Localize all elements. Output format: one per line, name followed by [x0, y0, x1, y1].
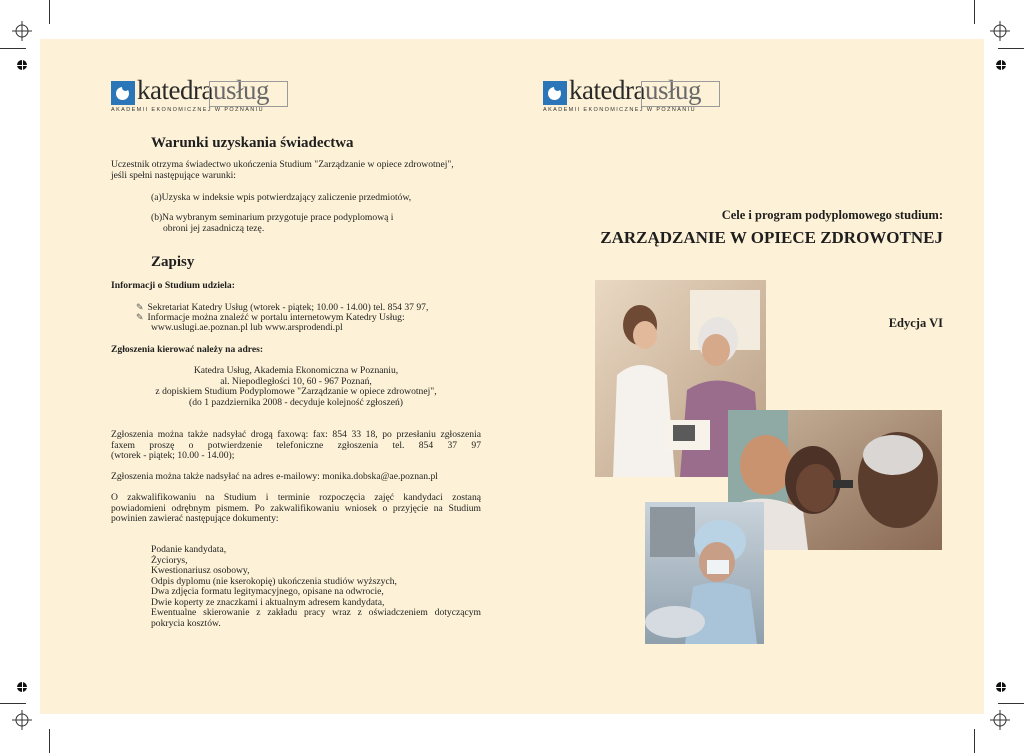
logo-mark-icon	[111, 81, 135, 105]
info-heading: Informacji o Studium udziela:	[111, 280, 235, 291]
condition-a: (a)Uzyska w indeksie wpis potwierdzający zaliczenie przedmiotów,	[151, 192, 412, 203]
postal-address: Katedra Usług, Akademia Ekonomiczna w Poznaniu, al. Niepodległości 10, 60 - 967 Poznań, z dopiskiem Studium Podyplomowe "Zarządzanie w opiece zdrowotnej", (do 1 pazdziernika 2008 - decyduje kolejność zgłoszeń)	[155, 365, 437, 408]
cover-title: ZARZĄDZANIE W OPIECE ZDROWOTNEJ	[600, 228, 943, 247]
registration-dot-icon	[17, 60, 27, 70]
qualification-paragraph: O zakwalifikowaniu na Studium i terminie rozpoczęcia zajęć kandydaci zostaną powiadomieni odrębnym pismem. Po zakwalifikowaniu wniosek o przyjęcie na Studium powinien zawierać następujące dokumenty:	[111, 492, 481, 524]
list-item: Podanie kandydata,	[151, 544, 227, 555]
edition-label: Edycja VI	[888, 316, 943, 330]
list-item: Dwa zdjęcia formatu legitymacyjnego, opisane na odwrocie,	[151, 586, 384, 597]
info-item: ✎ Sekretariat Katedry Usług (wtorek - piątek; 10.00 - 14.00) tel. 854 37 97,	[136, 302, 429, 313]
list-item: Ewentualne skierowanie z zakładu pracy wraz z oświadczeniem dotyczącym	[151, 607, 481, 618]
list-item: Odpis dyplomu (nie kserokopię) ukończenia studiów wyższych,	[151, 575, 397, 587]
crop-mark	[974, 729, 975, 753]
katedra-uslug-logo	[111, 75, 291, 113]
crosshair-icon	[12, 21, 32, 41]
crop-mark	[998, 703, 1024, 704]
registration-dot-icon	[17, 682, 27, 692]
certificate-intro: Uczestnik otrzyma świadectwo ukończenia Studium "Zarządzanie w opiece zdrowotnej", jeśli spełni następujące warunki:	[111, 159, 454, 181]
crop-mark	[0, 48, 26, 49]
logo-wordmark: katedrausług	[569, 75, 701, 105]
logo-frame	[641, 81, 720, 107]
logo-mark-icon	[543, 81, 567, 105]
info-url: www.uslugi.ae.poznan.pl lub www.arsprodendi.pl	[151, 322, 343, 333]
fax-paragraph: Zgłoszenia można także nadsyłać drogą faxową: fax: 854 33 18, po przesłaniu zgłoszenia faxem proszę o potwierdzenie telefoniczne zgłoszenia tel. 854 37 97 (wtorek - piątek; 10.00 - 14.00);	[111, 429, 481, 461]
list-item: Dwie koperty ze znaczkami i aktualnym adresem kandydata,	[151, 596, 385, 608]
photo-surgeon-operating	[645, 502, 764, 644]
crop-mark	[49, 729, 50, 753]
email-paragraph: Zgłoszenia można także nadsyłać na adres e-mailowy: monika.dobska@ae.poznan.pl	[111, 471, 438, 482]
logo-subtitle: AKADEMII EKONOMICZNEJ W POZNANIU	[543, 107, 696, 113]
pen-icon: ✎	[136, 302, 144, 312]
section-title-certificate: Warunki uzyskania świadectwa	[151, 135, 354, 151]
logo-wordmark: katedrausług	[137, 75, 269, 105]
registration-dot-icon	[996, 60, 1006, 70]
section-title-registration: Zapisy	[151, 254, 195, 270]
crosshair-icon	[990, 21, 1010, 41]
crop-mark	[974, 0, 975, 24]
logo-frame	[209, 81, 288, 107]
crop-mark	[0, 703, 26, 704]
list-item: Kwestionariusz osobowy,	[151, 565, 250, 576]
crop-mark	[49, 0, 50, 24]
documents-list	[151, 545, 481, 629]
crop-mark	[998, 48, 1024, 49]
registration-dot-icon	[996, 682, 1006, 692]
address-heading: Zgłoszenia kierować należy na adres:	[111, 344, 264, 355]
list-item: pokrycia kosztów.	[151, 617, 221, 629]
cover-subtitle: Cele i program podyplomowego studium:	[721, 208, 943, 222]
katedra-uslug-logo	[543, 75, 723, 113]
crosshair-icon	[12, 710, 32, 730]
pen-icon: ✎	[136, 312, 144, 322]
list-item: Życiorys,	[151, 554, 188, 566]
info-item: ✎ Informacje można znaleźć w portalu internetowym Katedry Usług:	[136, 312, 405, 323]
crosshair-icon	[990, 710, 1010, 730]
condition-b: (b)Na wybranym seminarium przygotuje prace podyplomową i obroni jej zasadniczą tezę.	[151, 212, 394, 234]
logo-subtitle: AKADEMII EKONOMICZNEJ W POZNANIU	[111, 107, 264, 113]
